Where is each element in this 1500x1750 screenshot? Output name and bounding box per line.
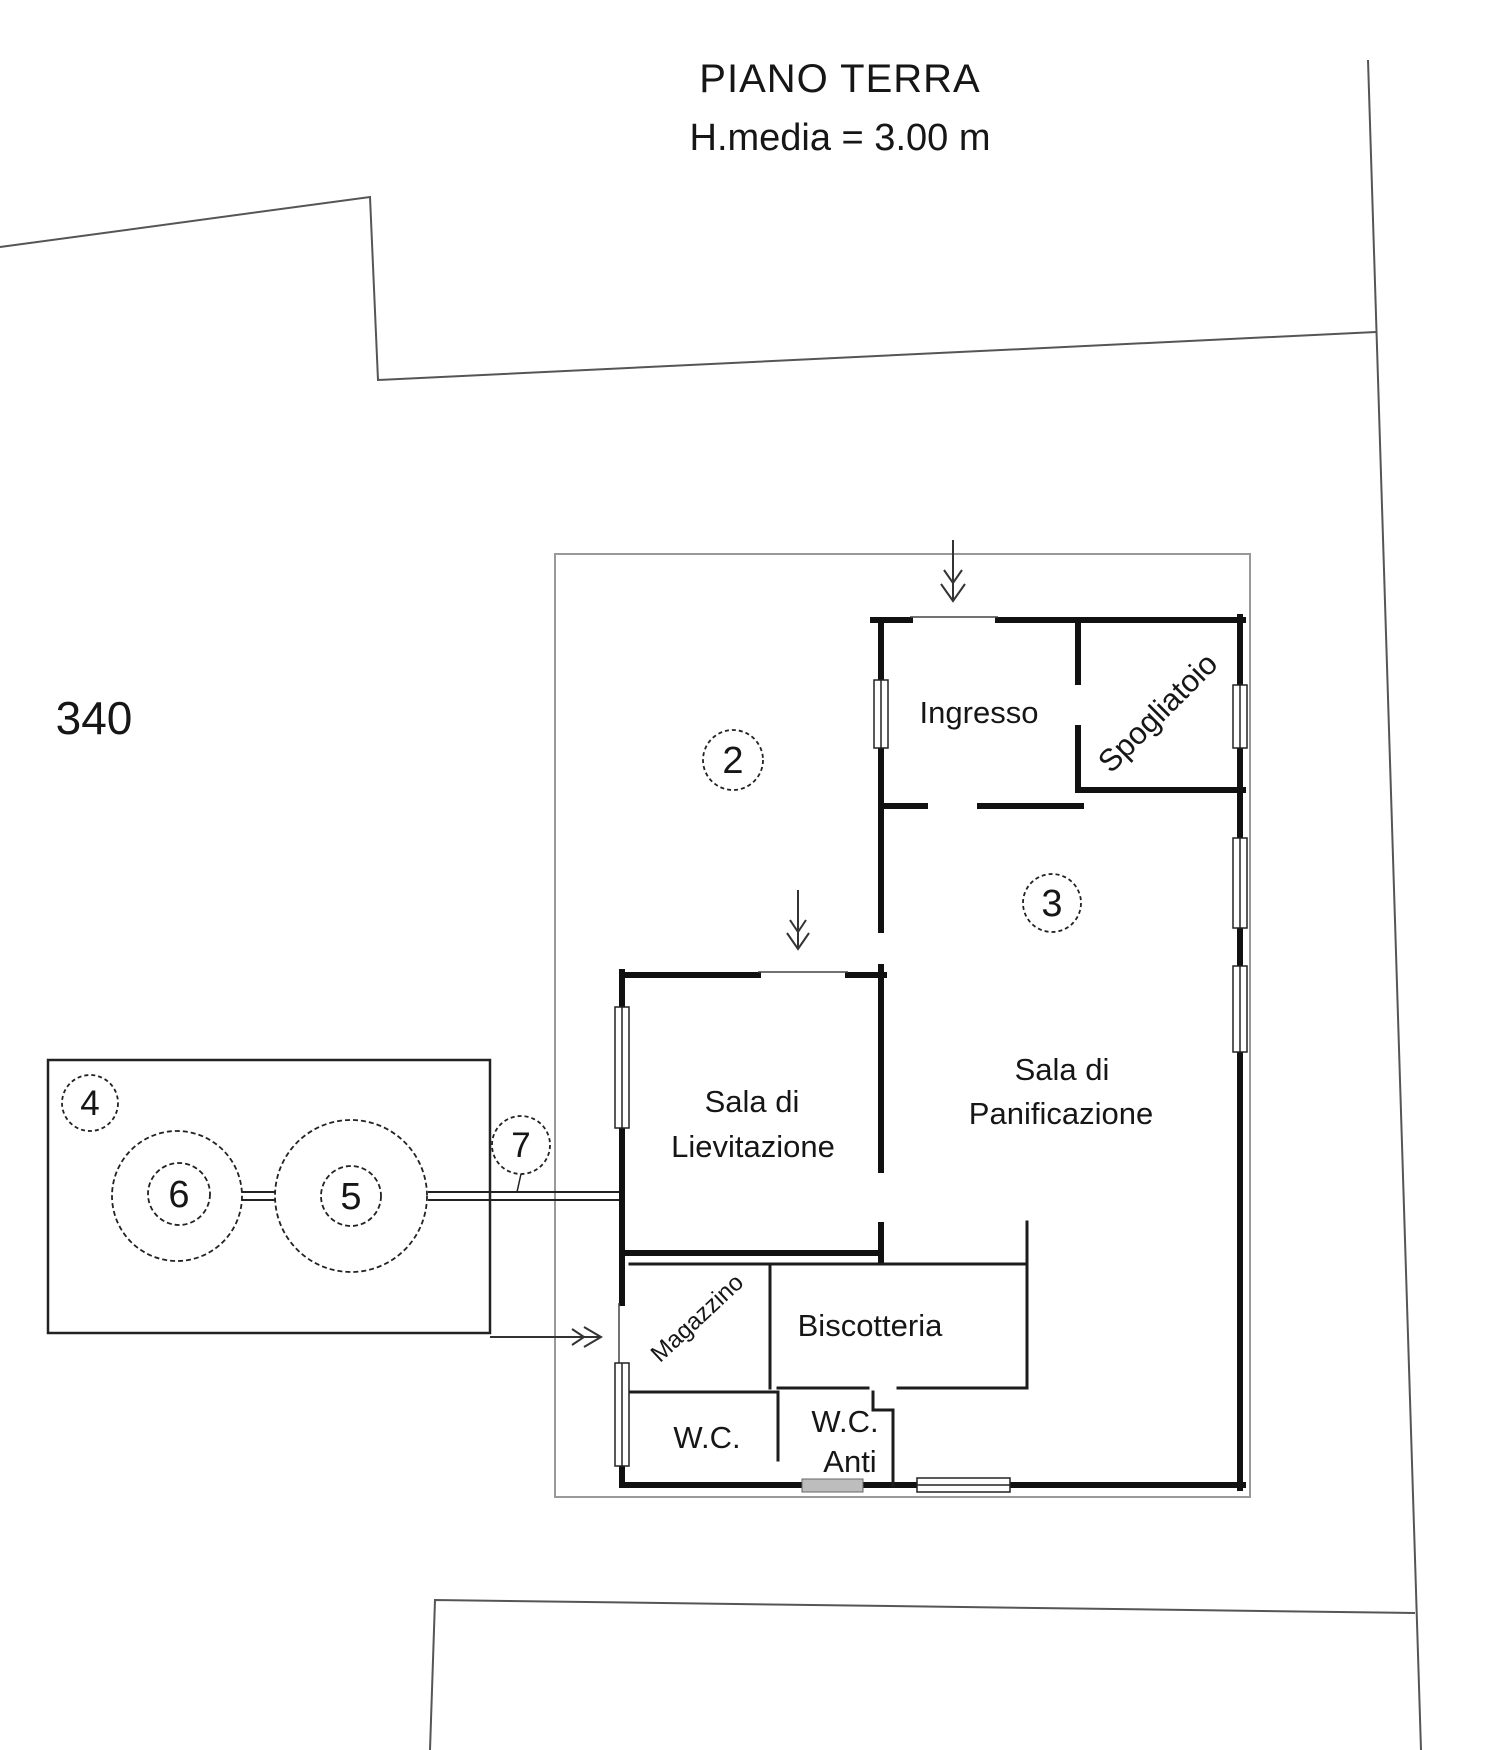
room-label-spogliatoio: Spogliatoio	[1091, 646, 1225, 780]
parcel-number: 340	[55, 692, 133, 744]
room-label-panificazione-1: Sala di	[1014, 1052, 1110, 1087]
marker-number-2: 2	[722, 740, 744, 782]
boundary-bottom	[430, 1600, 1415, 1750]
marker-number-7: 7	[511, 1126, 531, 1165]
arrow-top-entrance	[941, 540, 965, 601]
window-panificazione-right-2	[1233, 966, 1247, 1052]
room-label-lievitazione-2: Lievitazione	[671, 1129, 835, 1164]
room-label-ingresso: Ingresso	[919, 695, 1039, 730]
room-label-wc-anti-1: W.C.	[811, 1404, 879, 1439]
boundary-right	[1368, 60, 1421, 1750]
entrance-arrows	[490, 540, 965, 1347]
entrance-threshold	[802, 1479, 863, 1492]
room-label-panificazione-2: Panificazione	[968, 1096, 1154, 1131]
boundary-top-left	[0, 197, 1376, 380]
room-label-lievitazione-1: Sala di	[704, 1084, 800, 1119]
marker-number-6: 6	[168, 1174, 190, 1216]
marker-7-leader	[517, 1174, 521, 1192]
arrow-side-entrance	[490, 1327, 601, 1347]
plan-subtitle: H.media = 3.00 m	[689, 117, 991, 159]
equipment-area-outline	[48, 1060, 490, 1333]
window-lievitazione-left	[615, 1007, 629, 1128]
marker-number-4: 4	[80, 1084, 100, 1123]
room-label-biscotteria: Biscotteria	[797, 1308, 943, 1343]
window-panificazione-right-1	[1233, 838, 1247, 928]
room-label-magazzino: Magazzino	[645, 1268, 749, 1368]
room-label-wc: W.C.	[673, 1420, 741, 1455]
room-label-wc-anti-2: Anti	[823, 1444, 877, 1479]
arrow-lievitazione-entrance	[787, 890, 809, 949]
window-spogliatoio-right	[1233, 685, 1247, 748]
plan-title: PIANO TERRA	[699, 57, 981, 101]
marker-number-3: 3	[1041, 883, 1063, 925]
exterior-walls	[622, 617, 1243, 1488]
window-ingresso-left	[874, 680, 888, 748]
window-wc-left	[615, 1363, 629, 1466]
window-panificazione-bottom	[917, 1478, 1010, 1492]
marker-number-5: 5	[340, 1176, 362, 1218]
